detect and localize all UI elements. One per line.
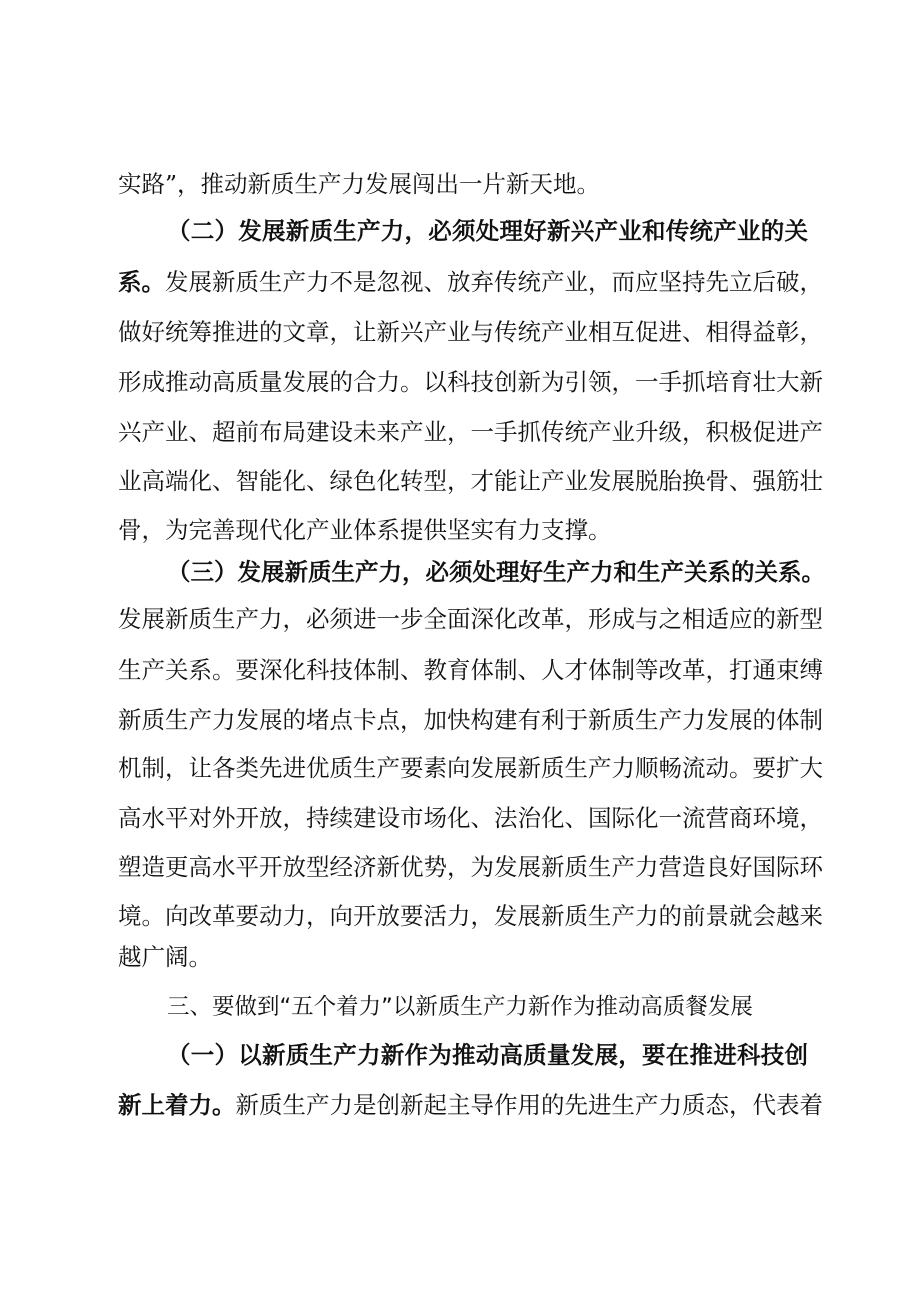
paragraph-lead-tail: 系。 xyxy=(118,268,165,296)
paragraph-line: 高水平对外开放，持续建设市场化、法治化、国际化一流营商环境， xyxy=(118,804,823,832)
paragraph-line: 做好统筹推进的文章，让新兴产业与传统产业相互促进、相得益彰， xyxy=(118,318,823,346)
paragraph-line: 生产关系。要深化科技体制、教育体制、人才体制等改革，打通束缚 xyxy=(118,656,823,684)
paragraph-line: 新质生产力发展的堵点卡点，加快构建有利于新质生产力发展的体制 xyxy=(118,706,823,734)
paragraph-line: 业高端化、智能化、绿色化转型，才能让产业发展脱胎换骨、强筋壮 xyxy=(118,467,823,495)
paragraph-line: 实路”，推动新质生产力发展闯出一片新天地。 xyxy=(118,170,601,198)
paragraph-line xyxy=(118,1089,823,1121)
paragraph-text: 发展新质生产力不是忽视、放弃传统产业，而应坚持先立后破， xyxy=(165,268,823,296)
paragraph-line: 形成推动高质量发展的合力。以科技创新为引领，一手抓培育壮大新 xyxy=(118,368,823,396)
paragraph-line: 兴产业、超前布局建设未来产业，一手抓传统产业升级，积极促进产 xyxy=(118,418,823,446)
paragraph-text: 新质生产力是创新起主导作用的先进生产力质态，代表着 xyxy=(235,1091,823,1119)
paragraph-lead-tail: 新上着力。 xyxy=(118,1091,236,1119)
paragraph-line xyxy=(118,266,823,298)
paragraph-line: 境。向改革要动力，向开放要活力，发展新质生产力的前景就会越来 xyxy=(118,902,823,930)
paragraph-line: 机制，让各类先进优质生产要素向发展新质生产力顺畅流动。要扩大 xyxy=(118,754,823,782)
paragraph-line: 骨，为完善现代化产业体系提供坚实有力支撑。 xyxy=(118,516,612,544)
paragraph-lead: （三）发展新质生产力，必须处理好生产力和生产关系的关系。 xyxy=(167,558,825,586)
paragraph-line: 塑造更高水平开放型经济新优势，为发展新质生产力营造良好国际环 xyxy=(118,853,823,881)
paragraph-line: 发展新质生产力，必须进一步全面深化改革，形成与之相适应的新型 xyxy=(118,605,823,633)
section-heading: 三、要做到“五个着力”以新质生产力新作为推动高质餐发展 xyxy=(167,994,753,1020)
paragraph-lead: （二）发展新质生产力，必须处理好新兴产业和传统产业的关 xyxy=(167,217,808,245)
paragraph-lead: （一）以新质生产力新作为推动高质量发展，要在推进科技创 xyxy=(167,1041,808,1069)
paragraph-line: 越广阔。 xyxy=(118,943,212,971)
